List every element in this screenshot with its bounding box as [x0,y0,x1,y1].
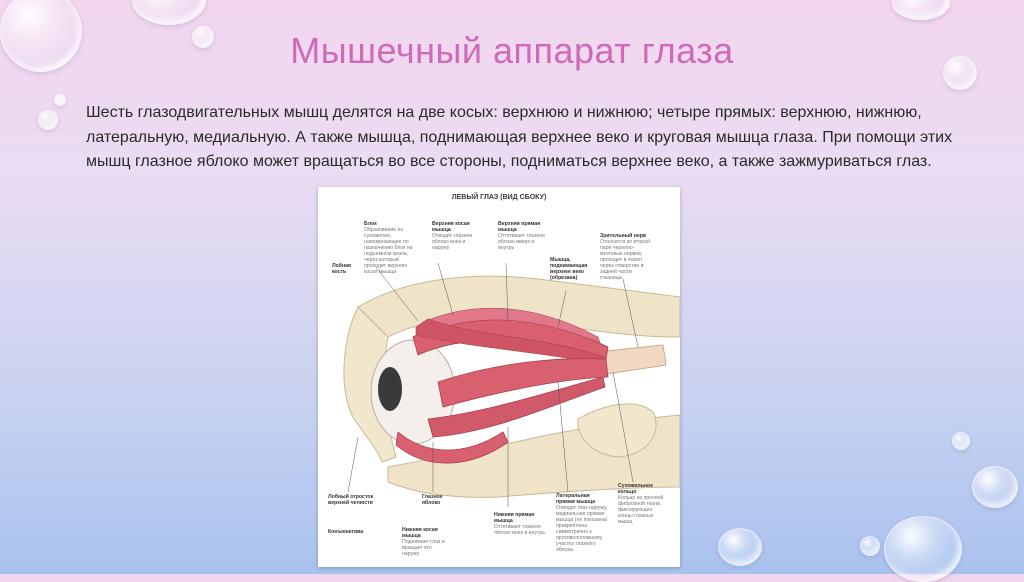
label-frontal-process [328,494,384,506]
label-superior-oblique-desc: Отводит глазное яблоко вниз и наружу [432,233,473,251]
label-annulus-name: Сухожильное кольцо [618,483,654,495]
water-drop [884,516,962,582]
label-superior-oblique-name: Верхняя косая мышца [432,221,470,233]
water-drop [892,0,950,20]
label-frontal-process-name: Лобный отросток верхней челюсти [328,494,374,506]
label-frontal-bone [332,263,362,275]
label-inferior-oblique-desc: Поднимает глаз и вращает его наружу [402,539,445,557]
label-lateral-rectus-name: Латеральная прямая мышца [556,493,596,505]
optic-nerve [598,345,666,375]
slide-body-text: Шесть глазодвигательных мышц делятся на две косых: верхнюю и нижнюю; четыре прямых: верхнюю, нижнюю, латеральную, медиальную. А также мышца, поднимающая верхнее веко и круговая мышца глаза. При помощи этих мышц глазное яблоко может вращаться во все стороны, подниматься верхнее веко, а также зажмуриваться глаз. [86,104,953,170]
cornea [378,367,402,411]
water-drop [972,466,1018,508]
label-conjunctiva-name: Конъюнктива [328,529,364,535]
label-lateral-rectus [556,493,610,553]
label-annulus [618,483,668,525]
slide-title: Мышечный аппарат глаза [290,30,734,71]
label-block [364,221,418,275]
label-inferior-rectus-desc: Оттягивает глазное яблоко вниз и внутрь [494,524,546,536]
label-optic-nerve [600,233,652,281]
label-optic-nerve-desc: Относится ко второй паре черепно-мозговых нервов, проходит в череп через отверстие в задней части глазницы [600,239,650,281]
label-optic-nerve-name: Зрительный нерв [600,233,647,239]
water-drop [38,110,58,130]
water-drop [952,432,970,450]
label-conjunctiva [328,529,384,535]
water-drop [132,0,206,25]
label-annulus-desc: Кольцо из прочной фиброзной ткани, фиксирующее концы глазных мышц [618,495,664,525]
label-block-desc: Образование из сухожилия, напоминающее по назначению блок на подъемном кране, через который проходит верхняя косая мышца [364,227,413,275]
label-eyeball-name: Глазное яблоко [422,494,443,506]
label-inferior-rectus [494,512,546,536]
label-superior-oblique [432,221,478,251]
label-inferior-rectus-name: Нижняя прямая мышца [494,512,535,524]
label-lateral-rectus-desc: Отводит глаз наружу, медиальная прямая мышца (не показана) прикреплена симметрично к противоположному участку глазного яблока [556,505,608,553]
label-eyeball [422,494,458,506]
water-drop [860,536,880,556]
label-superior-rectus [498,221,548,251]
label-frontal-bone-name: Лобная кость [332,263,352,275]
label-levator [550,257,596,281]
water-drop [718,528,762,566]
label-inferior-oblique-name: Нижняя косая мышца [402,527,438,539]
eye-muscles-illustration [318,187,680,567]
label-inferior-oblique [402,527,450,557]
label-superior-rectus-name: Верхняя прямая мышца [498,221,541,233]
label-levator-name: Мышца, поднимающая верхнее веко (обрезана) [550,257,588,281]
label-superior-rectus-desc: Оттягивает глазное яблоко вверх и внутрь [498,233,546,251]
figure-title: ЛЕВЫЙ ГЛАЗ (ВИД СБОКУ) [451,194,547,201]
label-block-name: Блок [364,221,377,227]
water-drop [54,94,66,106]
